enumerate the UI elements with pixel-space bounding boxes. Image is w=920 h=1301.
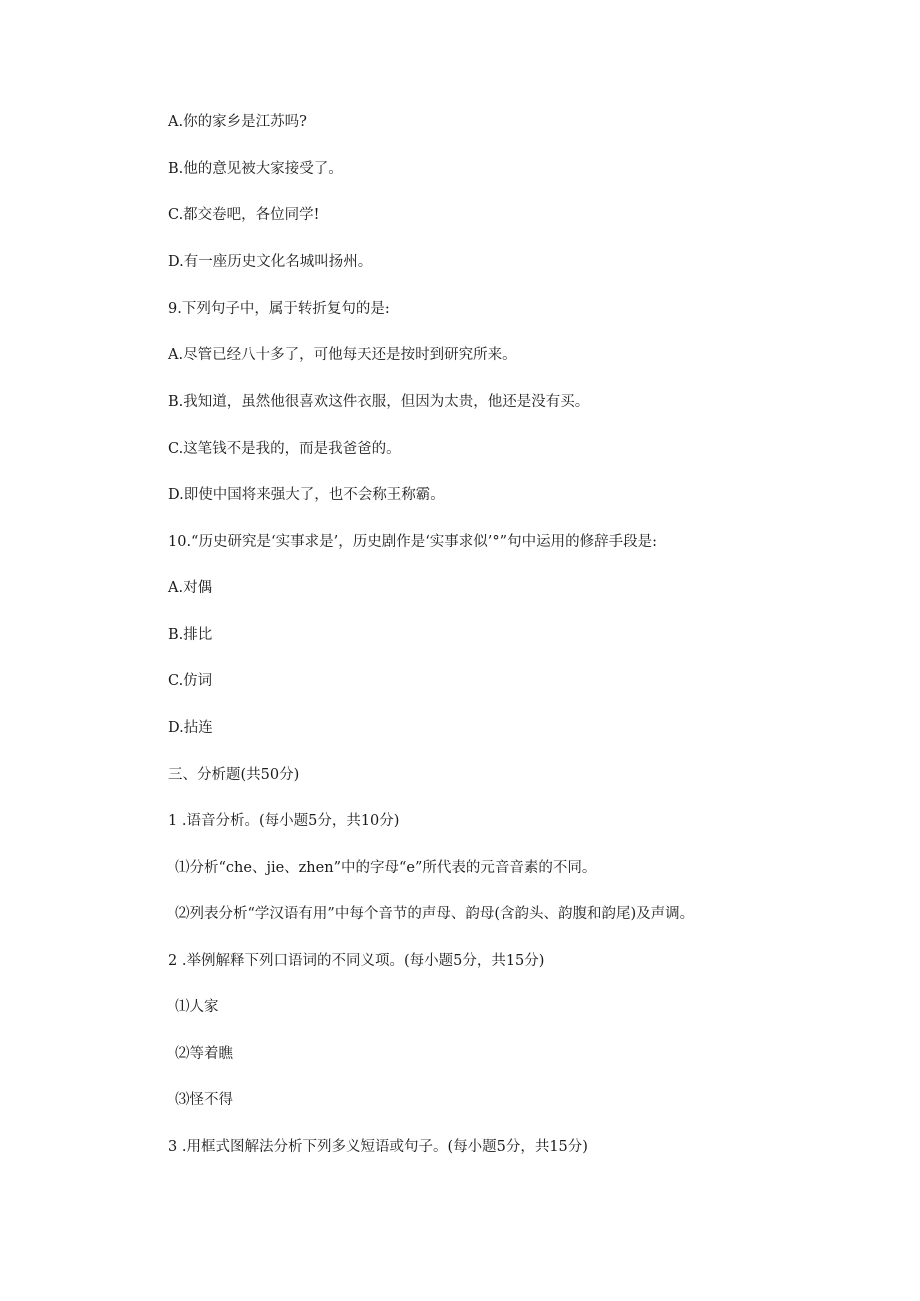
q9-stem: 9.下列句子中，属于转折复句的是: [168,301,390,317]
q9-option-b: B.我知道，虽然他很喜欢这件衣服，但因为太贵，他还是没有买。 [168,394,590,410]
section3-q2-item-3: ⑶怪不得 [175,1092,233,1108]
section3-title: 三、分析题(共50分) [168,767,300,783]
q9-option-a: A.尽管已经八十多了，可他每天还是按时到研究所来。 [168,347,517,363]
section3-q1-item-1: ⑴分析“che、jie、zhen”中的字母“e”所代表的元音音素的不同。 [175,860,597,876]
section3-q2-item-2: ⑵等着瞧 [175,1046,233,1062]
section3-q3-stem: 3 .用框式图解法分析下列多义短语或句子。(每小题5分，共15分) [168,1139,588,1155]
q8-option-b: B.他的意见被大家接受了。 [168,161,343,177]
section3-q1-item-2: ⑵列表分析“学汉语有用”中每个音节的声母、韵母(含韵头、韵腹和韵尾)及声调。 [175,906,695,922]
section3-q1-stem: 1 .语音分析。(每小题5分，共10分) [168,813,400,829]
section3-q2-stem: 2 .举例解释下列口语词的不同义项。(每小题5分，共15分) [168,953,545,969]
section3-q2-item-1: ⑴人家 [175,999,219,1015]
q8-option-c: C.都交卷吧，各位同学! [168,207,320,223]
q9-option-c: C.这笔钱不是我的，而是我爸爸的。 [168,441,401,457]
q10-option-d: D.拈连 [168,720,213,736]
q10-option-b: B.排比 [168,627,213,643]
q10-stem: 10.“历史研究是‘实事求是’，历史剧作是‘实事求似’°”句中运用的修辞手段是: [168,534,657,550]
q10-option-a: A.对偶 [168,580,213,596]
q10-option-c: C.仿词 [168,673,213,689]
q8-option-a: A.你的家乡是江苏吗? [168,114,307,130]
q8-option-d: D.有一座历史文化名城叫扬州。 [168,254,373,270]
q9-option-d: D.即使中国将来强大了，也不会称王称霸。 [168,487,445,503]
